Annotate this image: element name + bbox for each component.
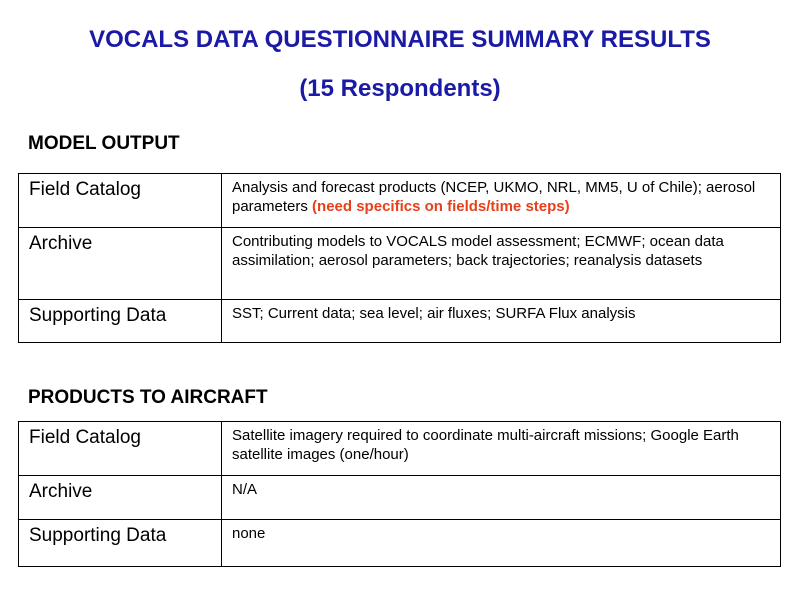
row-label: Supporting Data <box>19 520 222 567</box>
row-description-text: Analysis and forecast products (NCEP, UKMO, NRL, MM5, U of Chile); aerosol parameters <box>232 179 756 215</box>
row-description: N/A <box>222 476 781 520</box>
page-title: VOCALS DATA QUESTIONNAIRE SUMMARY RESULTS <box>89 26 711 53</box>
page-subtitle-respondents: (15 Respondents) <box>299 75 501 102</box>
row-description: Contributing models to VOCALS model assessment; ECMWF; ocean data assimilation; aerosol parameters; back trajectories; reanalysis datasets <box>222 228 781 300</box>
row-description: SST; Current data; sea level; air fluxes; SURFA Flux analysis <box>222 300 781 343</box>
row-label: Archive <box>19 228 222 300</box>
row-description: Satellite imagery required to coordinate multi-aircraft missions; Google Earth satellite images (one/hour) <box>222 422 781 476</box>
table-row <box>19 228 781 300</box>
section-heading-model-output: MODEL OUTPUT <box>28 133 180 154</box>
row-label: Field Catalog <box>19 174 222 228</box>
highlight-note: (need specifics on fields/time steps) <box>312 198 570 215</box>
row-description: none <box>222 520 781 567</box>
table-row <box>19 476 781 520</box>
row-label: Supporting Data <box>19 300 222 343</box>
table-row <box>19 520 781 567</box>
section-heading-products-to-aircraft: PRODUCTS TO AIRCRAFT <box>28 387 268 408</box>
products-to-aircraft-table <box>18 421 781 567</box>
table-row <box>19 174 781 228</box>
table-row <box>19 422 781 476</box>
row-label: Archive <box>19 476 222 520</box>
row-label: Field Catalog <box>19 422 222 476</box>
row-description <box>222 174 781 228</box>
model-output-table <box>18 173 781 343</box>
table-row <box>19 300 781 343</box>
